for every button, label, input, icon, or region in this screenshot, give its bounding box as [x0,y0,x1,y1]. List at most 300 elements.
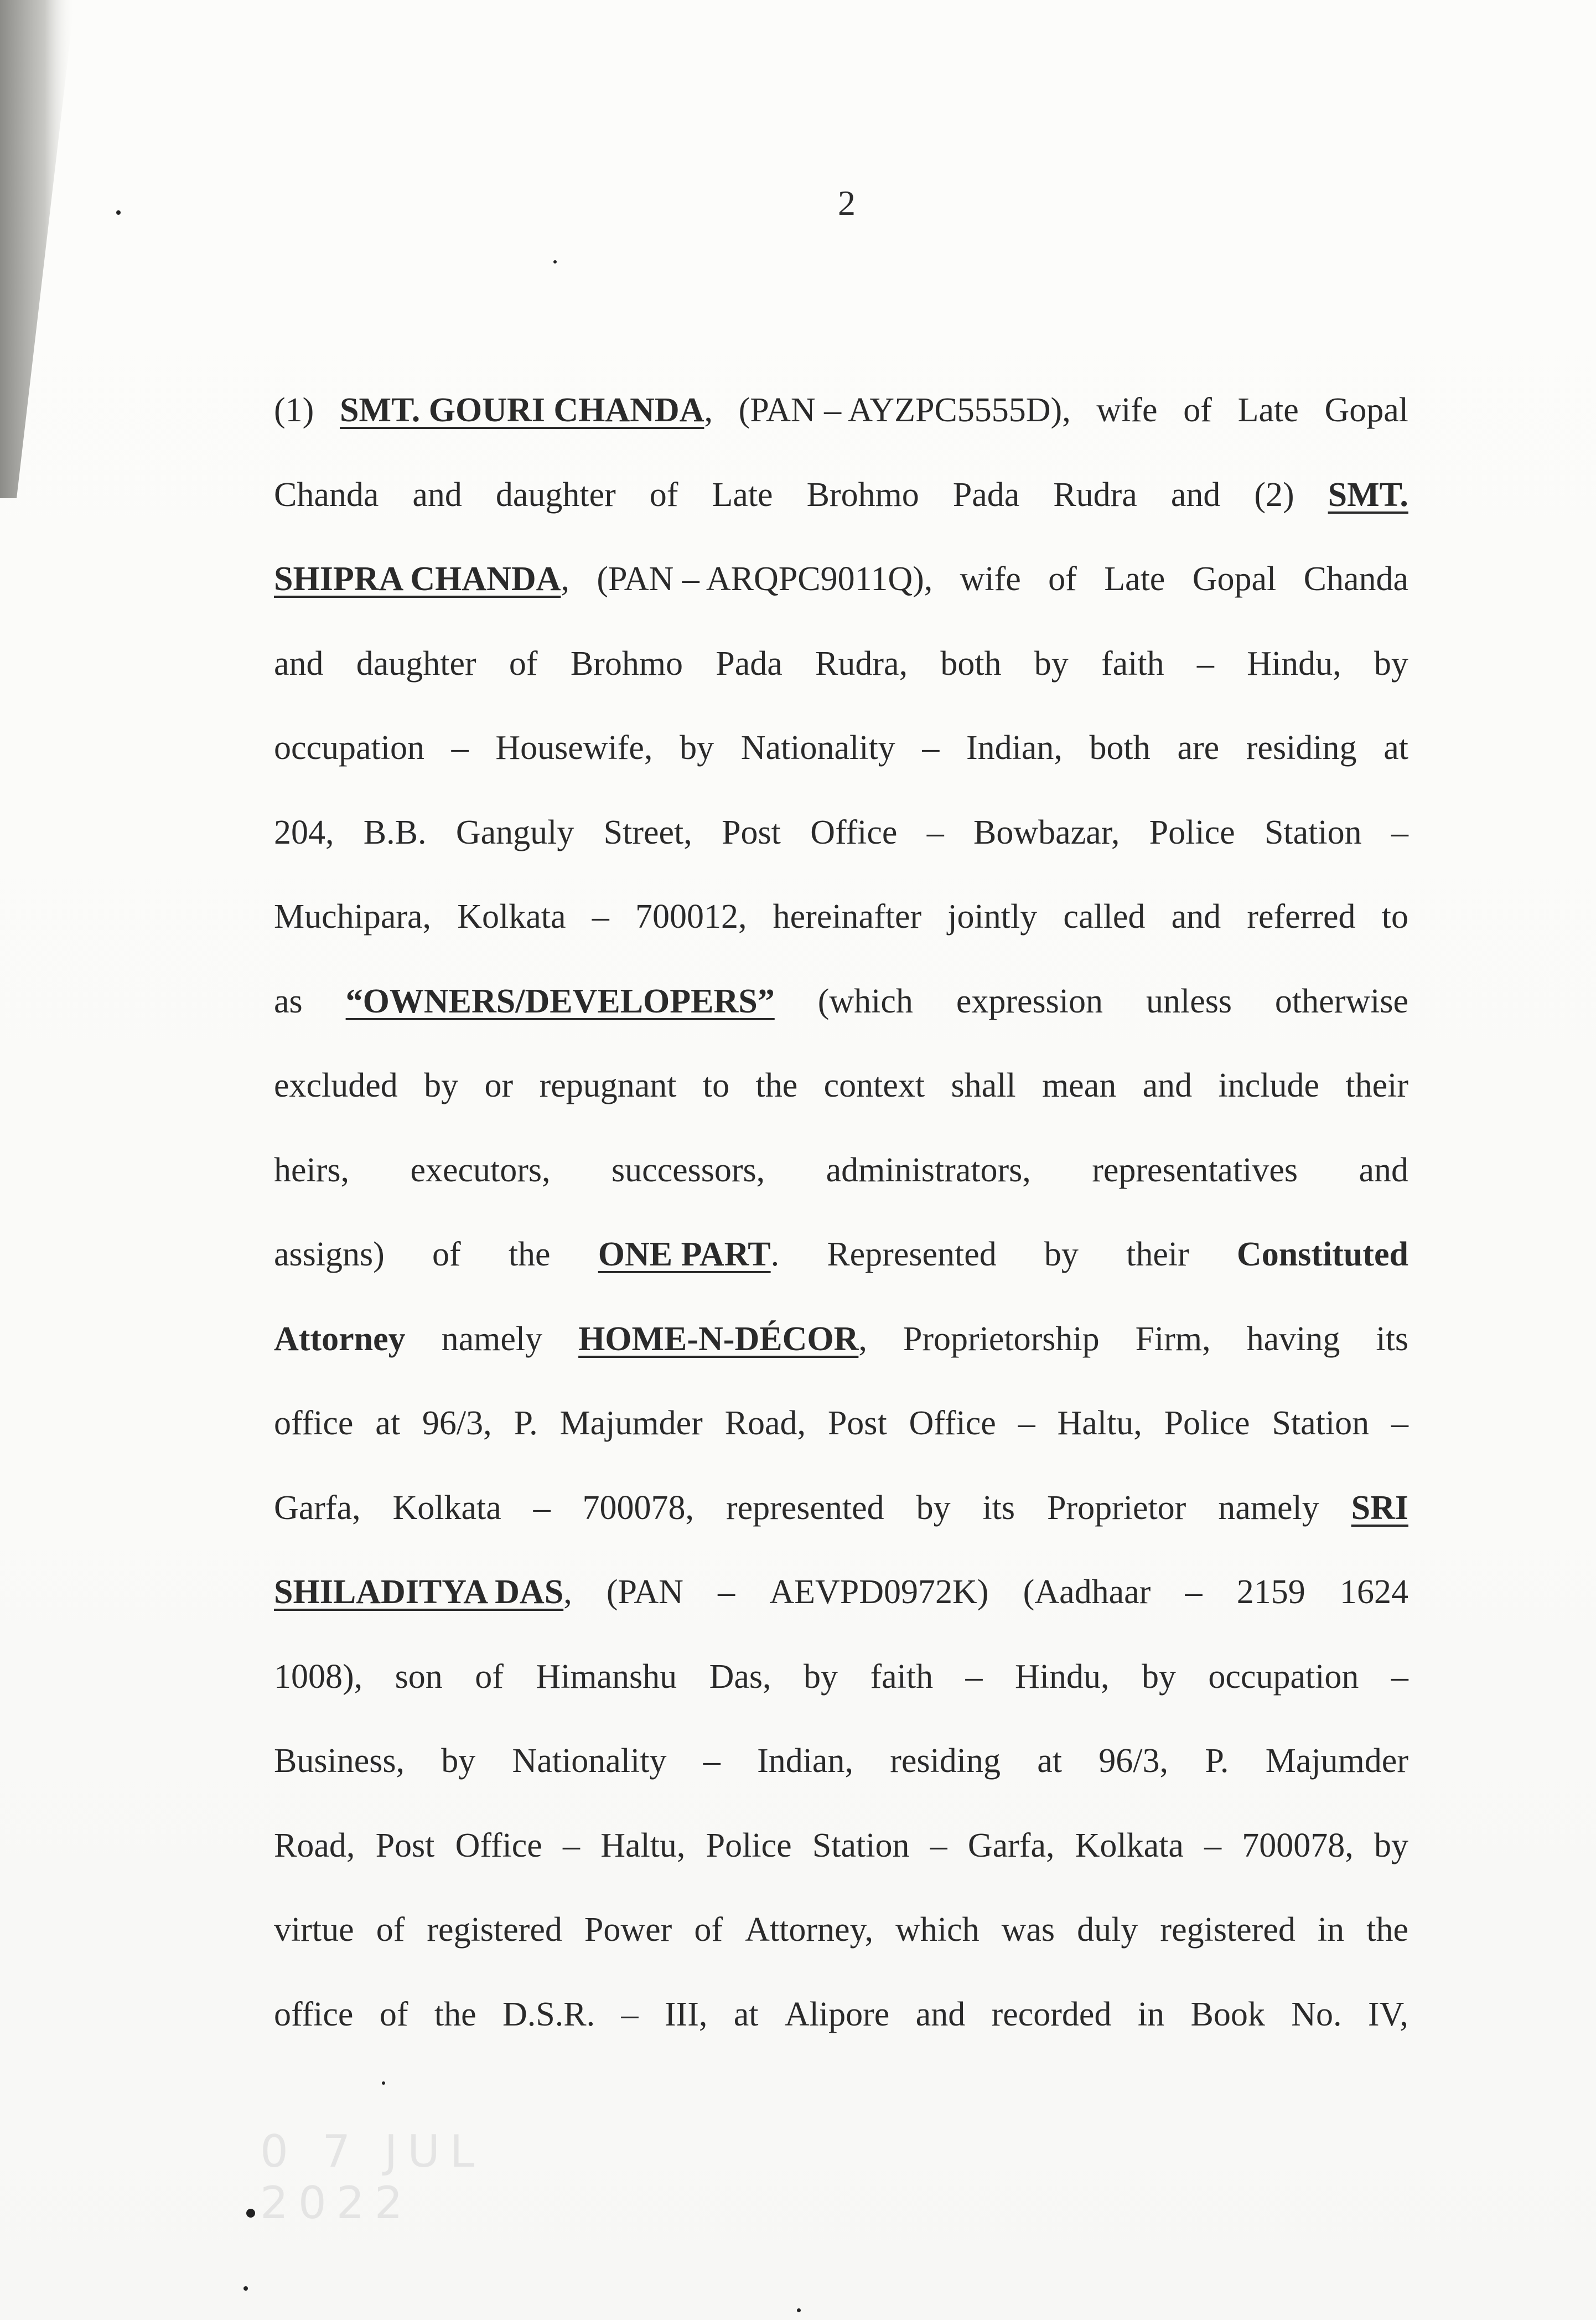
word-text: referred [1247,898,1356,936]
text-line [274,959,1408,1044]
word [1136,1297,1211,1382]
word [895,1888,980,1972]
word [1391,790,1408,875]
word-text: by [680,729,714,767]
word [650,453,678,538]
word [1002,1888,1055,1972]
word [1044,1212,1079,1297]
page-number: 2 [838,183,856,223]
word [827,1212,996,1297]
word [1171,453,1221,538]
word-text: – [718,1573,735,1611]
word-text: Late [1104,560,1165,598]
word [1272,1381,1369,1466]
word [1023,1550,1151,1635]
word [722,790,781,875]
word [1104,537,1165,622]
word-text: (Aadhaar [1023,1573,1151,1611]
word-text: IV, [1367,1995,1408,2033]
word [514,1381,538,1466]
word-text: Indian, [966,729,1063,767]
word [1376,1297,1408,1382]
word-text: its [1376,1320,1408,1358]
word-text: – [1018,1404,1035,1442]
word [452,706,469,790]
word [274,706,424,790]
word [953,453,1020,538]
word-text: Pada [952,476,1020,514]
ink-speck [243,2286,248,2291]
word [1247,622,1341,706]
word [1160,1888,1295,1972]
word-text: at [375,1404,401,1442]
word [1359,1128,1408,1213]
word [739,368,1071,453]
word-text: 700078, [582,1489,695,1527]
word-text: hereinafter [773,898,922,936]
word-text: are [1177,729,1220,767]
word [340,368,713,453]
word-text: – [1204,1826,1222,1864]
word [584,1888,672,1972]
word [870,1635,933,1719]
word-text: by [1044,1236,1079,1273]
word-text: Haltu, [600,1826,686,1864]
word-text: by [424,1067,459,1104]
word-text: of [1048,560,1077,598]
word [583,1466,695,1551]
word [1034,622,1069,706]
word-text: P. [1205,1742,1229,1780]
word-text: Das, [709,1657,771,1696]
word-text: of [694,1911,723,1949]
word-text: Road, [274,1826,355,1864]
word-text: daughter [356,644,476,683]
word [533,1466,551,1551]
word-text: 204, [274,813,334,851]
word-text: called [1063,898,1146,936]
word [571,622,683,706]
text-line [274,1381,1408,1466]
word-text: – [703,1742,721,1780]
word [712,453,773,538]
word [1143,1043,1193,1128]
word-text: Firm, [1135,1320,1211,1358]
word [818,959,913,1044]
word [773,875,921,959]
defined-term-owners-developers: “OWNERS/DEVELOPERS” [345,982,775,1020]
word [442,1297,543,1382]
word [441,1719,475,1804]
word-text: Late [712,476,773,514]
word-text: , [704,391,713,429]
word-text: Police [1149,813,1235,851]
word-text: virtue [274,1911,354,1949]
word-text: representatives [1092,1151,1298,1189]
word [607,1550,683,1635]
word [600,1804,685,1888]
word [635,875,747,959]
word [1218,1466,1319,1551]
word-text: and [1359,1151,1408,1189]
word-text: shall [951,1067,1016,1104]
word-text: – [1185,1573,1203,1611]
word-text: Pada [716,644,783,683]
word [1368,1972,1408,2057]
word [1077,1888,1138,1972]
word [536,1635,677,1719]
word [1351,1466,1408,1551]
word-text: – [563,1826,580,1864]
word-text: by [1374,1826,1408,1864]
word-text: (2) [1254,476,1294,514]
word [755,1043,797,1128]
word-text: occupation [1208,1657,1359,1696]
text-line [274,1888,1408,1972]
word [274,1888,354,1972]
word-text: represented [726,1489,884,1527]
word-text: 1624 [1339,1573,1408,1611]
word-text: Kolkata [457,898,566,936]
word [930,1804,947,1888]
word-text: Gopal [1192,560,1277,598]
word [1063,875,1145,959]
word [1254,453,1294,538]
word [1053,453,1137,538]
text-line [274,1635,1408,1719]
word [375,1381,400,1466]
word [1291,1972,1341,2057]
word [434,1972,476,2057]
word-text: (PAN [606,1573,683,1611]
word-text: at [1383,729,1408,767]
word-text: (1) [274,391,314,429]
word [455,1804,542,1888]
word-text: by [804,1657,838,1696]
word-text: , [858,1320,867,1358]
word-text: Police [1164,1404,1250,1442]
constituted-attorney-term: Attorney [274,1320,406,1358]
word-text: 700012, [635,898,747,936]
word-text: residing [1246,729,1357,767]
word [703,1719,721,1804]
word [509,1212,551,1297]
word-text: unless [1146,982,1232,1020]
word-text: of [475,1657,504,1696]
word-text: executors, [410,1151,551,1189]
word-text: namely [441,1320,543,1358]
word [563,1804,580,1888]
word [824,1043,925,1128]
word-text: successors, [611,1151,765,1189]
word-text: context [823,1067,925,1104]
word-text: Chanda [274,476,379,514]
word-text: by [441,1742,476,1780]
word [769,1550,988,1635]
word-text: Book [1190,1995,1265,2033]
word [1242,1804,1354,1888]
word [1391,1635,1408,1719]
word [1193,537,1277,622]
word-text: to [1381,898,1408,936]
word [1391,1381,1408,1466]
word-text: P. [514,1404,538,1442]
word [597,537,932,622]
word [592,875,609,959]
word-text: – [1391,813,1408,851]
word-text: and [915,1995,966,2033]
word [1247,875,1355,959]
word [992,1972,1112,2057]
word [393,1466,501,1551]
word-text: namely [1218,1489,1319,1527]
page-fold-shadow [0,0,83,498]
word-text: Garfa, [967,1826,1055,1864]
word [604,790,692,875]
word-text: the [508,1236,551,1273]
word [1205,1719,1229,1804]
word [1238,368,1299,453]
word-text: Brohmo [570,644,683,683]
word [903,1297,1100,1382]
word [1172,875,1221,959]
word-text: Attorney, [745,1911,873,1949]
word-text: at [1037,1742,1063,1780]
text-line [274,537,1408,622]
word-text: . [770,1236,780,1273]
word-text: Gopal [1324,391,1408,429]
word [274,1550,572,1635]
word [1304,537,1408,622]
word [456,790,574,875]
party-title-smt: SMT. [1328,476,1408,514]
word [1177,706,1219,790]
word-text: – [926,813,944,851]
word [412,453,462,538]
text-line [274,453,1408,538]
word [1018,1381,1035,1466]
word [356,622,476,706]
word-text: was [1001,1911,1055,1949]
word-text: Rudra, [815,644,908,683]
word [612,1128,765,1213]
word-text: Station [812,1826,910,1864]
word-text: both [940,644,1002,683]
word-text: Majumder [559,1404,703,1442]
ink-speck [553,260,557,263]
word-text: Nationality [512,1742,667,1780]
word-text: and [274,644,324,683]
word-text: Brohmo [806,476,919,514]
word [828,1381,887,1466]
word [810,790,897,875]
word [1318,1888,1344,1972]
word [718,1550,735,1635]
word [1048,537,1077,622]
word-text: Rudra [1053,476,1137,514]
word [274,1381,353,1466]
word-text: by [916,1489,951,1527]
word [380,1972,408,2057]
word [578,1297,867,1382]
word-text: administrators, [826,1151,1031,1189]
word-text: at [733,1995,759,2033]
word [1057,1381,1142,1466]
word-text: Indian, [757,1742,853,1780]
text-line [274,1466,1408,1551]
word [274,1043,398,1128]
word-text: Ganguly [455,813,574,851]
word-text: and [412,476,462,514]
word-text: (which [817,982,913,1020]
word [457,875,566,959]
word-text: of [379,1995,408,2033]
word [274,875,431,959]
firm-name-home-n-decor: HOME-N-DÉCOR [578,1320,859,1358]
word-text: residing [890,1742,1001,1780]
text-line [274,1719,1408,1804]
ink-speck [797,2308,801,2312]
word [274,1466,361,1551]
word-text: Represented [827,1236,997,1273]
word-text: to [702,1067,730,1104]
word [1075,1804,1184,1888]
word [807,453,919,538]
word-text: expression [956,982,1103,1020]
word [680,706,714,790]
word [512,1719,667,1804]
text-line [274,368,1408,453]
word [956,959,1103,1044]
word [815,622,908,706]
word [424,1043,458,1128]
word-text: faith [1101,644,1164,683]
word-text: Proprietor [1046,1489,1186,1527]
word-text: (PAN – AYZPC5555D), [738,391,1071,429]
word-text: faith [870,1657,934,1696]
word [274,1635,362,1719]
word-text: Police [706,1826,792,1864]
word-text: Office [810,813,898,851]
word-text: Post [827,1404,887,1442]
word-text: which [895,1911,980,1949]
word-text: – [930,1826,947,1864]
word-text: heirs, [274,1151,350,1189]
word-text: – [451,729,469,767]
proprietor-name-shiladitya-das: SHILADITYA DAS [274,1573,564,1611]
word-text: by [1374,644,1408,683]
word [927,790,944,875]
text-line [274,1297,1408,1382]
word-text: – [965,1657,983,1696]
word [960,537,1021,622]
word-text: Kolkata [392,1489,501,1527]
word [274,1297,406,1382]
word-text: the [1366,1911,1408,1949]
party-name-gouri-chanda: SMT. GOURI CHANDA [339,391,704,429]
deed-paragraph [274,368,1408,2057]
word-text: the [755,1067,798,1104]
word [709,1635,771,1719]
word [395,1635,443,1719]
word [1164,1381,1250,1466]
word-text: both [1089,729,1151,767]
word [274,1804,355,1888]
text-line [274,1212,1408,1297]
word-text: Station [1264,813,1362,851]
word [966,706,1063,790]
word [922,706,939,790]
word-text: Hindu, [1247,644,1341,683]
word [968,1804,1055,1888]
word [916,1466,951,1551]
word [973,790,1120,875]
word-text: Nationality [740,729,895,767]
word [716,622,783,706]
word [1246,706,1357,790]
word [540,1043,677,1128]
word [1340,1550,1408,1635]
word-text: – [1196,644,1214,683]
word [804,1635,838,1719]
word [509,622,538,706]
word [916,1972,966,2057]
word [1366,1888,1408,1972]
word-text: Garfa, [274,1489,361,1527]
word-text: Majumder [1265,1742,1408,1780]
word-text: Late [1237,391,1299,429]
word [1138,1972,1164,2057]
word-text: Proprietorship [903,1320,1100,1358]
word-text: Chanda [1303,560,1408,598]
text-line [274,875,1408,959]
word [432,1212,461,1297]
word [703,1043,729,1128]
word [376,1888,405,1972]
word [745,1888,873,1972]
word-text: repugnant [539,1067,677,1104]
word-text: of [649,476,678,514]
word-text: – [533,1489,551,1527]
word-text: Haltu, [1057,1404,1142,1442]
word-text: Housewife, [495,729,653,767]
word [1208,1635,1359,1719]
word [274,537,569,622]
word-text: No. [1291,1995,1342,2033]
word [1149,790,1235,875]
word [274,453,379,538]
word [1098,1719,1168,1804]
constituted-attorney-term: Constituted [1236,1236,1408,1273]
word [1146,959,1232,1044]
word [1047,1466,1186,1551]
defined-term-one-part: ONE PART [598,1236,771,1273]
word-text: include [1218,1067,1319,1104]
word [694,1888,723,1972]
word [1090,706,1151,790]
word-text: Himanshu [536,1657,677,1696]
word-text: recorded [991,1995,1112,2033]
word-text: of [509,644,538,683]
word-text: of [432,1236,461,1273]
word-text: Station [1272,1404,1370,1442]
word-text: their [1345,1067,1408,1104]
ink-speck [116,210,121,215]
word-text: – [592,898,609,936]
word [1374,1804,1408,1888]
word-text: Office [455,1826,542,1864]
word-text: Business, [274,1742,405,1780]
